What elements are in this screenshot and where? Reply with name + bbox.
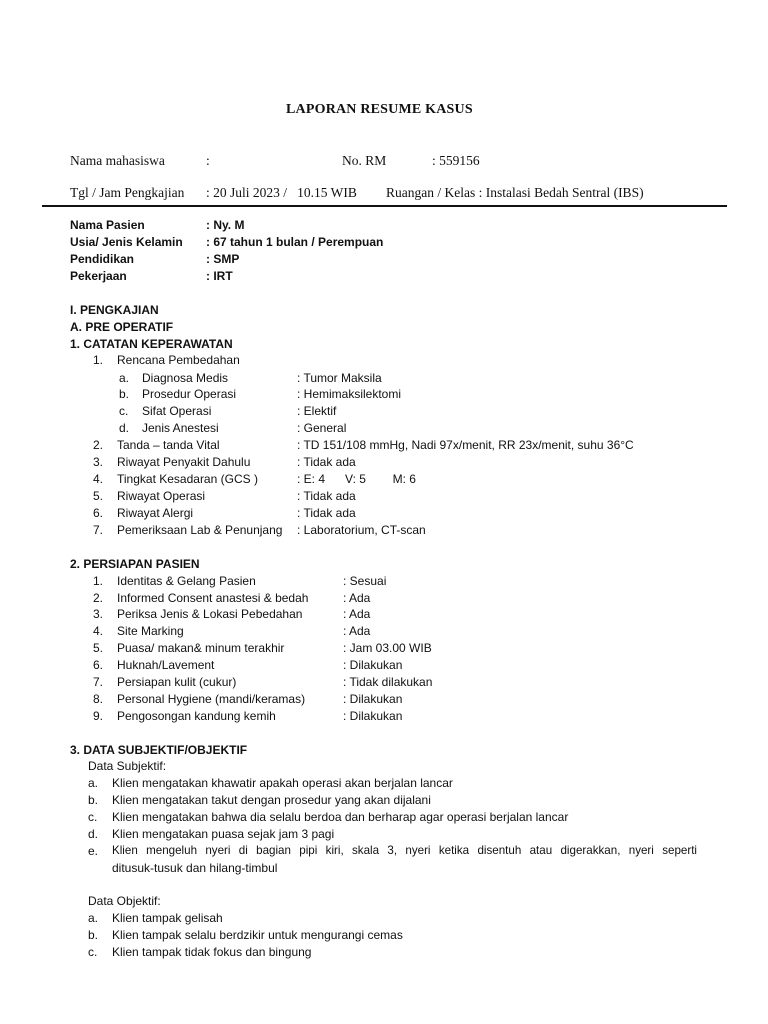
persiapan-item-label: Periksa Jenis & Lokasi Pebedahan bbox=[117, 607, 303, 621]
catatan-item-num: 1. bbox=[93, 353, 104, 367]
persiapan-item-value: : Ada bbox=[343, 607, 371, 621]
persiapan-item-label: Puasa/ makan& minum terakhir bbox=[117, 641, 285, 655]
objektif-item-text: Klien tampak tidak fokus dan bingung bbox=[112, 945, 312, 959]
catatan-item-num: 7. bbox=[93, 523, 104, 537]
subjektif-item-text: Klien mengatakan takut dengan prosedur yang akan dijalani bbox=[112, 793, 431, 807]
persiapan-item-num: 5. bbox=[93, 641, 104, 655]
subjektif-item-text: Klien mengatakan bahwa dia selalu berdoa dan berharap agar operasi berjalan lancar bbox=[112, 810, 569, 824]
catatan-item-num: 3. bbox=[93, 455, 104, 469]
catatan-subitem-value: : Hemimaksilektomi bbox=[297, 387, 402, 401]
catatan-item-num: 6. bbox=[93, 506, 104, 520]
catatan-subitem-num: c. bbox=[119, 404, 129, 418]
objektif-item-text: Klien tampak selalu berdzikir untuk mengurangi cemas bbox=[112, 928, 403, 942]
tgl-jam-value: : 20 Juli 2023 / 10.15 WIB bbox=[206, 185, 357, 200]
catatan-item-label: Riwayat Penyakit Dahulu bbox=[117, 455, 251, 469]
persiapan-item-num: 3. bbox=[93, 607, 104, 621]
catatan-subitem-value: : General bbox=[297, 421, 347, 435]
persiapan-item-value: : Dilakukan bbox=[343, 692, 403, 706]
catatan-item-label: Tingkat Kesadaran (GCS ) bbox=[117, 472, 258, 486]
catatan-item-label: Rencana Pembedahan bbox=[117, 353, 240, 367]
catatan-item-value: : Tidak ada bbox=[297, 489, 356, 503]
catatan-item-label: Riwayat Alergi bbox=[117, 506, 194, 520]
persiapan-item-num: 7. bbox=[93, 675, 104, 689]
subjektif-item-num: a. bbox=[88, 776, 99, 790]
header-divider bbox=[42, 205, 727, 207]
data-subjektif-label: Data Subjektif: bbox=[88, 759, 167, 773]
section-catatan-keperawatan: 1. CATATAN KEPERAWATAN bbox=[70, 337, 233, 351]
catatan-subitem-label: Sifat Operasi bbox=[142, 404, 212, 418]
persiapan-item-value: : Ada bbox=[343, 624, 371, 638]
persiapan-item-num: 2. bbox=[93, 591, 104, 605]
persiapan-item-value: : Sesuai bbox=[343, 574, 387, 588]
persiapan-item-value: : Dilakukan bbox=[343, 658, 403, 672]
catatan-item-label: Pemeriksaan Lab & Penunjang bbox=[117, 523, 283, 537]
catatan-item-value: : Laboratorium, CT-scan bbox=[297, 523, 426, 537]
catatan-subitem-label: Diagnosa Medis bbox=[142, 371, 229, 385]
catatan-item-label: Tanda – tanda Vital bbox=[117, 438, 220, 452]
section-pre-operatif: A. PRE OPERATIF bbox=[70, 320, 174, 334]
objektif-item-num: a. bbox=[88, 911, 99, 925]
persiapan-item-num: 9. bbox=[93, 709, 104, 723]
subjektif-item-num: c. bbox=[88, 810, 98, 824]
data-objektif-label: Data Objektif: bbox=[88, 894, 161, 908]
ruangan-kelas: Ruangan / Kelas : Instalasi Bedah Sentral (IBS) bbox=[386, 185, 644, 200]
catatan-item-value: : E: 4 V: 5 M: 6 bbox=[297, 472, 416, 486]
patient-name-value: : Ny. M bbox=[206, 218, 245, 232]
subjektif-item-text-continued: ditusuk-tusuk dan hilang-timbul bbox=[112, 861, 278, 875]
persiapan-item-num: 1. bbox=[93, 574, 104, 588]
patient-age-label: Usia/ Jenis Kelamin bbox=[70, 235, 183, 249]
subjektif-item-text: Klien mengatakan puasa sejak jam 3 pagi bbox=[112, 827, 335, 841]
subjektif-item-text: Klien mengatakan khawatir apakah operasi akan berjalan lancar bbox=[112, 776, 453, 790]
section-persiapan-pasien: 2. PERSIAPAN PASIEN bbox=[70, 557, 200, 571]
patient-job-label: Pekerjaan bbox=[70, 269, 127, 283]
persiapan-item-value: : Tidak dilakukan bbox=[343, 675, 433, 689]
subjektif-item-num: e. bbox=[88, 844, 99, 858]
document-title: LAPORAN RESUME KASUS bbox=[286, 102, 473, 117]
nama-mahasiswa-separator: : bbox=[206, 153, 210, 168]
patient-age-value: : 67 tahun 1 bulan / Perempuan bbox=[206, 235, 384, 249]
subjektif-item-num: d. bbox=[88, 827, 99, 841]
catatan-subitem-value: : Elektif bbox=[297, 404, 337, 418]
subjektif-item-text: Klien mengeluh nyeri di bagian pipi kiri, skala 3, nyeri ketika disentuh atau digerakkan, nyeri seperti bbox=[112, 844, 697, 857]
patient-job-value: : IRT bbox=[206, 269, 233, 283]
catatan-subitem-num: a. bbox=[119, 371, 130, 385]
persiapan-item-num: 4. bbox=[93, 624, 104, 638]
catatan-item-value: : Tidak ada bbox=[297, 506, 356, 520]
persiapan-item-label: Persiapan kulit (cukur) bbox=[117, 675, 237, 689]
catatan-item-num: 2. bbox=[93, 438, 104, 452]
catatan-item-value: : TD 151/108 mmHg, Nadi 97x/menit, RR 23x/menit, suhu 36°C bbox=[297, 438, 634, 452]
persiapan-item-num: 6. bbox=[93, 658, 104, 672]
persiapan-item-label: Personal Hygiene (mandi/keramas) bbox=[117, 692, 306, 706]
tgl-jam-label: Tgl / Jam Pengkajian bbox=[70, 185, 185, 200]
catatan-subitem-label: Jenis Anestesi bbox=[142, 421, 219, 435]
persiapan-item-label: Pengosongan kandung kemih bbox=[117, 709, 276, 723]
catatan-item-value: : Tidak ada bbox=[297, 455, 356, 469]
catatan-subitem-value: : Tumor Maksila bbox=[297, 371, 382, 385]
persiapan-item-label: Informed Consent anastesi & bedah bbox=[117, 591, 309, 605]
no-rm-value: : 559156 bbox=[432, 153, 480, 168]
persiapan-item-label: Huknah/Lavement bbox=[117, 658, 215, 672]
persiapan-item-num: 8. bbox=[93, 692, 104, 706]
nama-mahasiswa-label: Nama mahasiswa bbox=[70, 153, 165, 168]
no-rm-label: No. RM bbox=[342, 153, 387, 168]
objektif-item-num: c. bbox=[88, 945, 98, 959]
persiapan-item-value: : Dilakukan bbox=[343, 709, 403, 723]
persiapan-item-label: Identitas & Gelang Pasien bbox=[117, 574, 256, 588]
patient-education-label: Pendidikan bbox=[70, 252, 135, 266]
patient-name-label: Nama Pasien bbox=[70, 218, 145, 232]
section-pengkajian: I. PENGKAJIAN bbox=[70, 303, 159, 317]
persiapan-item-value: : Ada bbox=[343, 591, 371, 605]
catatan-subitem-num: b. bbox=[119, 387, 130, 401]
catatan-subitem-label: Prosedur Operasi bbox=[142, 387, 237, 401]
patient-education-value: : SMP bbox=[206, 252, 240, 266]
catatan-item-label: Riwayat Operasi bbox=[117, 489, 206, 503]
section-data-subjektif-objektif: 3. DATA SUBJEKTIF/OBJEKTIF bbox=[70, 743, 248, 757]
persiapan-item-label: Site Marking bbox=[117, 624, 184, 638]
catatan-item-num: 5. bbox=[93, 489, 104, 503]
persiapan-item-value: : Jam 03.00 WIB bbox=[343, 641, 432, 655]
subjektif-item-num: b. bbox=[88, 793, 99, 807]
catatan-item-num: 4. bbox=[93, 472, 104, 486]
catatan-subitem-num: d. bbox=[119, 421, 130, 435]
objektif-item-text: Klien tampak gelisah bbox=[112, 911, 223, 925]
objektif-item-num: b. bbox=[88, 928, 99, 942]
